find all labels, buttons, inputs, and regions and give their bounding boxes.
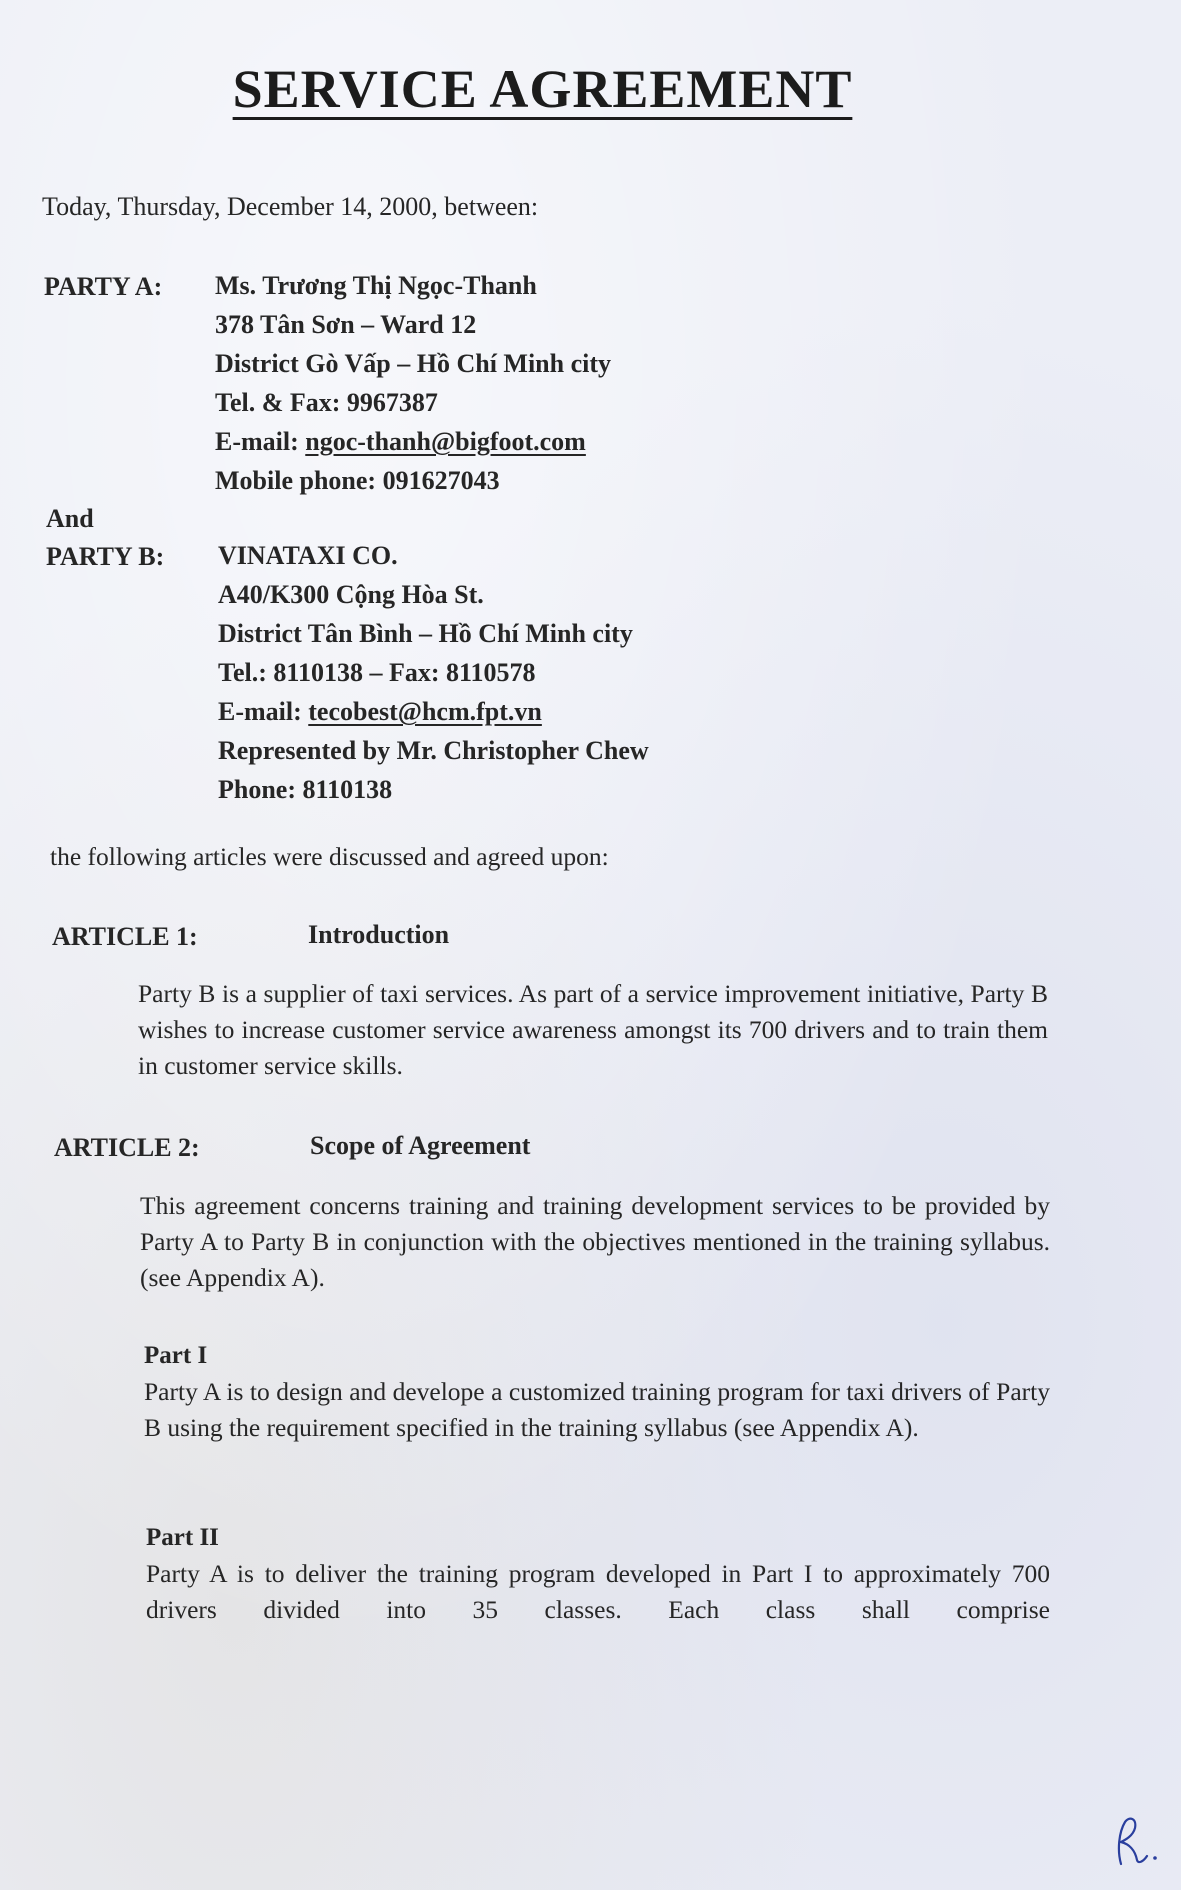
- party-a-details: [215, 266, 611, 500]
- part-1-body: Party A is to design and develope a customized training program for taxi drivers of Party B using the requirement specified in the training syllabus (see Appendix A).: [144, 1377, 1050, 1442]
- party-a-name: Ms. Trương Thị Ngọc-Thanh: [215, 271, 537, 300]
- party-a-address-line2: District Gò Vấp – Hồ Chí Minh city: [215, 349, 612, 378]
- party-a-email-link[interactable]: ngoc-thanh@bigfoot.com: [305, 427, 586, 456]
- transition-line: the following articles were discussed and agreed upon:: [50, 842, 609, 871]
- document-title: SERVICE AGREEMENT: [232, 59, 853, 119]
- party-b-address-line1: A40/K300 Cộng Hòa St.: [218, 580, 484, 609]
- article-2-title: Scope of Agreement: [310, 1131, 531, 1160]
- party-b-details: [218, 536, 649, 809]
- party-a-label: PARTY A:: [44, 272, 163, 301]
- party-b-phone: Phone: 8110138: [218, 775, 393, 804]
- party-b-email-row: [218, 692, 649, 731]
- part-2-heading: Part II: [146, 1524, 219, 1551]
- article-1-body: Party B is a supplier of taxi services. As part of a service improvement initiative, Party B wishes to increase customer service awareness amongst its 700 drivers and to train them in customer service skills.: [138, 979, 1048, 1080]
- party-a-mobile: Mobile phone: 091627043: [215, 466, 500, 495]
- opening-line: Today, Thursday, December 14, 2000, between:: [42, 192, 539, 221]
- party-b-tel-fax: Tel.: 8110138 – Fax: 8110578: [218, 658, 536, 687]
- party-b-name: VINATAXI CO.: [218, 541, 398, 570]
- article-1-title: Introduction: [308, 920, 450, 949]
- party-a-tel-fax: Tel. & Fax: 9967387: [215, 388, 438, 417]
- party-b-label: PARTY B:: [46, 542, 165, 571]
- party-a-email-label: E-mail:: [215, 427, 306, 456]
- article-1-label: ARTICLE 1:: [52, 922, 198, 951]
- party-b-email-label: E-mail:: [218, 697, 309, 726]
- party-b-represented: Represented by Mr. Christopher Chew: [218, 736, 649, 765]
- party-a-email-row: [215, 422, 611, 461]
- part-1-heading: Part I: [144, 1342, 208, 1369]
- party-b-email-link[interactable]: tecobest@hcm.fpt.vn: [308, 697, 542, 726]
- part-2-body: Party A is to deliver the training program developed in Part I to approximately 700 drivers divided into 35 classes. Each class shall comprise: [146, 1559, 1050, 1624]
- and-label: And: [46, 504, 94, 533]
- handwritten-initials: [1107, 1812, 1163, 1872]
- article-2-body: This agreement concerns training and training development services to be provided by Party A to Party B in conjunction with the objectives mentioned in the training syllabus. (see Appendix A).: [140, 1191, 1050, 1292]
- party-a-address-line1: 378 Tân Sơn – Ward 12: [215, 310, 477, 339]
- article-2-label: ARTICLE 2:: [54, 1133, 200, 1162]
- party-b-address-line2: District Tân Bình – Hồ Chí Minh city: [218, 619, 633, 648]
